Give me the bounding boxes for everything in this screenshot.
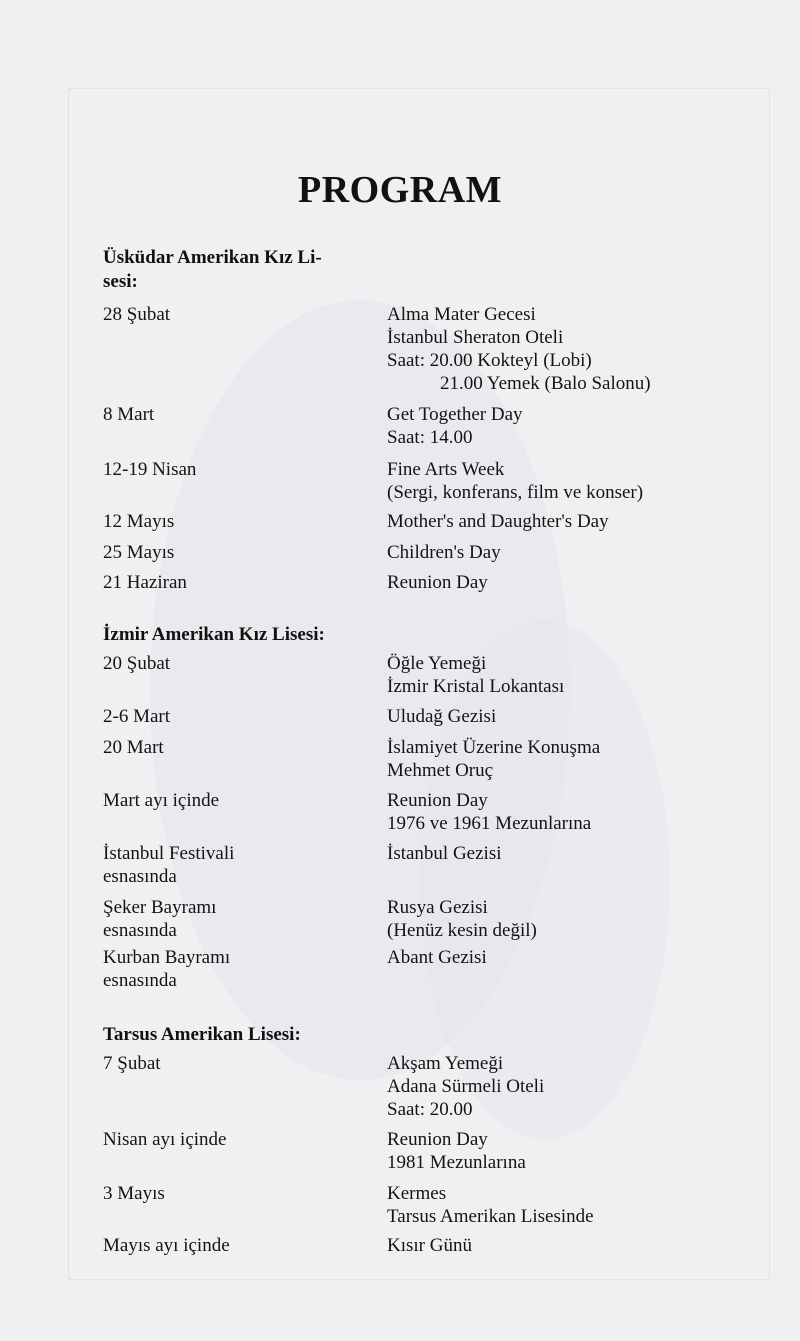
text-line: Öğle Yemeği [387, 653, 487, 674]
text-line: 3 Mayıs [103, 1183, 165, 1204]
event-details [387, 946, 747, 969]
text-line: Mayıs ayı içinde [103, 1235, 230, 1256]
text-line: Reunion Day [387, 572, 488, 593]
text-line: Children's Day [387, 542, 501, 563]
event-details [387, 1052, 747, 1121]
event-date [103, 1052, 373, 1075]
event-details [387, 458, 747, 504]
text-line: Reunion Day [387, 790, 488, 811]
page-title: PROGRAM [297, 169, 503, 211]
text-line: Rusya Gezisi [387, 897, 488, 918]
event-date [103, 705, 373, 728]
text-line: İstanbul Gezisi [387, 843, 502, 864]
text-line: Adana Sürmeli Oteli [387, 1076, 545, 1097]
text-line: Uludağ Gezisi [387, 706, 497, 727]
event-details [387, 789, 747, 835]
text-line: İstanbul Sheraton Oteli [387, 327, 564, 348]
text-line: İzmir Amerikan Kız Lisesi: [103, 624, 325, 645]
text-line: esnasında [103, 920, 177, 941]
text-line: Abant Gezisi [387, 947, 487, 968]
text-line: Tarsus Amerikan Lisesinde [387, 1206, 594, 1227]
event-details [387, 1234, 747, 1257]
text-line: 1981 Mezunlarına [387, 1152, 526, 1173]
text-line: 25 Mayıs [103, 542, 175, 563]
text-line: esnasında [103, 970, 177, 991]
event-details [387, 842, 747, 865]
event-date [103, 571, 373, 594]
section-heading [103, 1023, 403, 1047]
event-details [387, 736, 747, 782]
event-date [103, 403, 373, 426]
text-line: 2-6 Mart [103, 706, 171, 727]
text-line: Get Together Day [387, 404, 523, 425]
event-date [103, 1234, 373, 1257]
event-date [103, 946, 373, 992]
text-line: 8 Mart [103, 404, 155, 425]
event-details [387, 1128, 747, 1174]
event-details [387, 571, 747, 594]
event-date [103, 652, 373, 675]
section-heading [103, 246, 403, 294]
event-details [387, 541, 747, 564]
text-line: 21.00 Yemek (Balo Salonu) [440, 373, 651, 394]
text-line: Kısır Günü [387, 1235, 472, 1256]
text-line: Kermes [387, 1183, 447, 1204]
event-date [103, 303, 373, 326]
text-line: Tarsus Amerikan Lisesi: [103, 1024, 301, 1045]
text-line: 20 Mart [103, 737, 164, 758]
text-line: Saat: 20.00 [387, 1099, 473, 1120]
event-date [103, 789, 373, 812]
event-date [103, 1182, 373, 1205]
event-details [387, 403, 747, 449]
section-heading [103, 623, 403, 647]
event-details [387, 1182, 747, 1228]
event-date [103, 458, 373, 481]
event-date [103, 510, 373, 533]
event-date [103, 842, 373, 888]
text-line: İzmir Kristal Lokantası [387, 676, 565, 697]
text-line: Akşam Yemeği [387, 1053, 504, 1074]
text-line: Nisan ayı içinde [103, 1129, 227, 1150]
event-details [387, 896, 747, 942]
text-line: sesi: [103, 271, 138, 292]
text-line: Fine Arts Week [387, 459, 505, 480]
event-details [387, 705, 747, 728]
text-line: Kurban Bayramı [103, 947, 231, 968]
text-line: 20 Şubat [103, 653, 171, 674]
text-line: Şeker Bayramı [103, 897, 217, 918]
event-details [387, 652, 747, 698]
text-line: esnasında [103, 866, 177, 887]
text-line: Mart ayı içinde [103, 790, 220, 811]
text-line: 21 Haziran [103, 572, 187, 593]
text-line: İstanbul Festivali [103, 843, 235, 864]
text-line: 12 Mayıs [103, 511, 175, 532]
event-details [387, 510, 747, 533]
text-line: Saat: 14.00 [387, 427, 473, 448]
text-line: 7 Şubat [103, 1053, 161, 1074]
text-line: 28 Şubat [103, 304, 171, 325]
text-line: Alma Mater Gecesi [387, 304, 536, 325]
text-line: Mother's and Daughter's Day [387, 511, 609, 532]
text-line: Saat: 20.00 Kokteyl (Lobi) [387, 350, 592, 371]
event-date [103, 541, 373, 564]
text-line: (Henüz kesin değil) [387, 920, 537, 941]
event-date [103, 736, 373, 759]
text-line: 12-19 Nisan [103, 459, 197, 480]
text-line: Mehmet Oruç [387, 760, 494, 781]
event-details [387, 303, 747, 395]
text-line: Üsküdar Amerikan Kız Li- [103, 247, 322, 268]
event-date [103, 1128, 373, 1151]
text-line: Reunion Day [387, 1129, 488, 1150]
text-line: 1976 ve 1961 Mezunlarına [387, 813, 592, 834]
text-line: (Sergi, konferans, film ve konser) [387, 482, 644, 503]
event-date [103, 896, 373, 942]
text-line: İslamiyet Üzerine Konuşma [387, 737, 601, 758]
